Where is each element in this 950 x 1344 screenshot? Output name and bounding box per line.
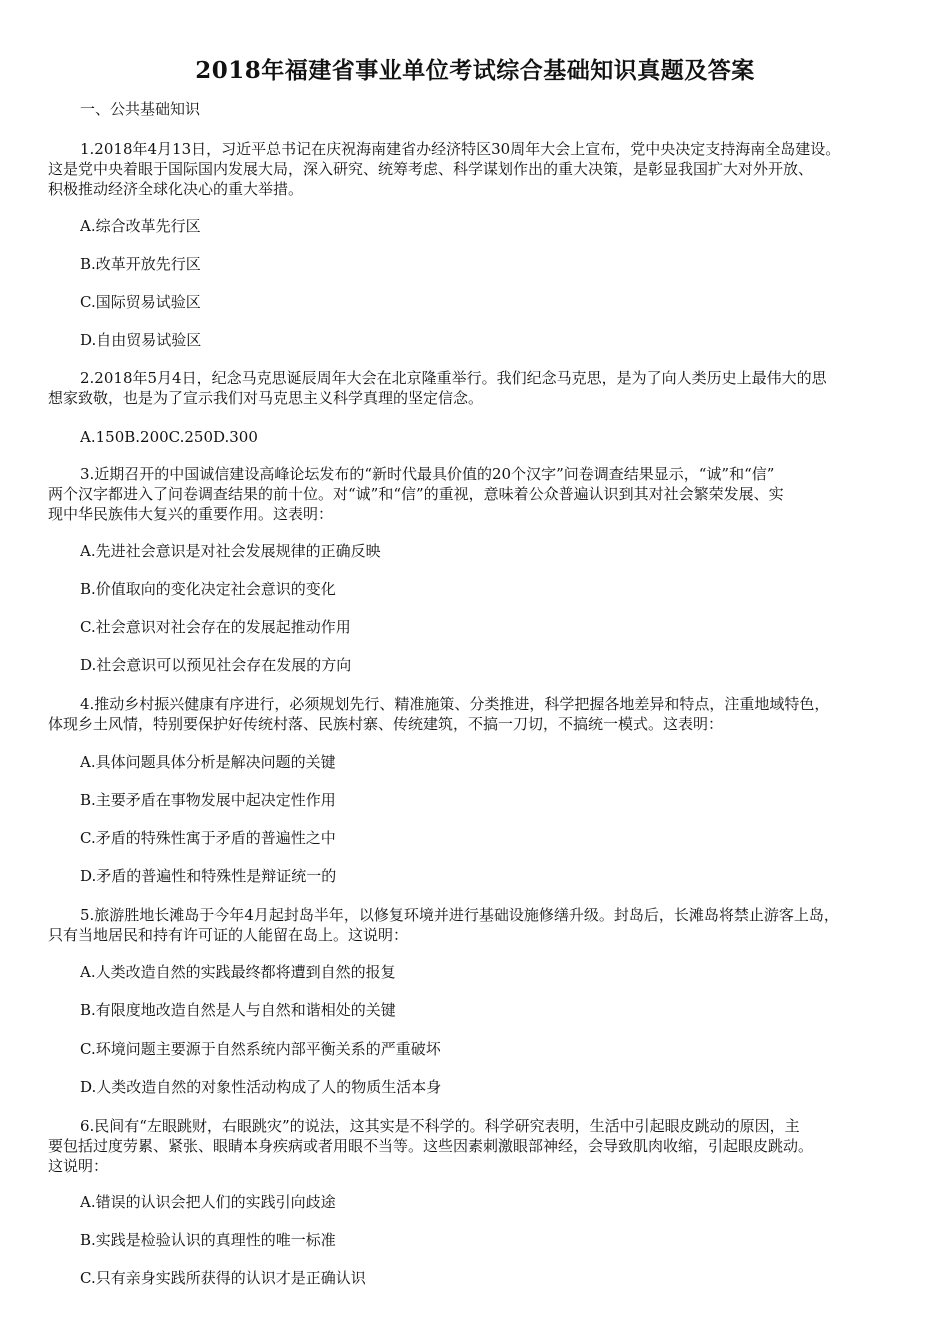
option-c: C.环境问题主要源于自然系统内部平衡关系的严重破坏 xyxy=(80,1040,441,1058)
section-heading: 一、公共基础知识 xyxy=(80,100,201,118)
question-stem-line: 3.近期召开的中国诚信建设高峰论坛发布的“新时代最具价值的20个汉字”问卷调查结果显示，“诚”和“信” xyxy=(80,465,775,483)
option-a: A.错误的认识会把人们的实践引向歧途 xyxy=(80,1193,336,1211)
option-d: D.社会意识可以预见社会存在发展的方向 xyxy=(80,656,352,674)
question-stem-line: 只有当地居民和持有许可证的人能留在岛上。这说明： xyxy=(48,926,409,944)
option-a: A.人类改造自然的实践最终都将遭到自然的报复 xyxy=(80,963,396,981)
option-b: B.有限度地改造自然是人与自然和谐相处的关键 xyxy=(80,1001,396,1019)
question-stem-line: 要包括过度劳累、紧张、眼睛本身疾病或者用眼不当等。这些因素刺激眼部神经，会导致肌肉收缩，引起眼皮跳动。 xyxy=(48,1137,814,1155)
question-stem-line: 想家致敬，也是为了宣示我们对马克思主义科学真理的坚定信念。 xyxy=(48,389,484,407)
option-a: A.先进社会意识是对社会发展规律的正确反映 xyxy=(80,542,381,560)
question-stem-line: 这说明： xyxy=(48,1157,109,1175)
option-c: C.只有亲身实践所获得的认识才是正确认识 xyxy=(80,1269,366,1287)
option-d: D.自由贸易试验区 xyxy=(80,331,202,349)
option-a: A.具体问题具体分析是解决问题的关键 xyxy=(80,753,336,771)
option-line: A.150B.200C.250D.300 xyxy=(80,428,258,446)
question-stem-line: 两个汉字都进入了问卷调查结果的前十位。对“诚”和“信”的重视，意味着公众普遍认识到其对社会繁荣发展、实 xyxy=(48,485,784,503)
option-c: C.矛盾的特殊性寓于矛盾的普遍性之中 xyxy=(80,829,336,847)
document-title: 2018年福建省事业单位考试综合基础知识真题及答案 xyxy=(195,57,755,84)
option-c: C.国际贸易试验区 xyxy=(80,293,201,311)
question-stem-line: 现中华民族伟大复兴的重要作用。这表明： xyxy=(48,505,334,523)
option-b: B.改革开放先行区 xyxy=(80,255,201,273)
question-stem-line: 这是党中央着眼于国际国内发展大局，深入研究、统筹考虑、科学谋划作出的重大决策，是彰显我国扩大对外开放、 xyxy=(48,160,814,178)
question-stem-line: 5.旅游胜地长滩岛于今年4月起封岛半年，以修复环境并进行基础设施修缮升级。封岛后，长滩岛将禁止游客上岛， xyxy=(80,906,839,924)
option-d: D.矛盾的普遍性和特殊性是辩证统一的 xyxy=(80,867,337,885)
option-c: C.社会意识对社会存在的发展起推动作用 xyxy=(80,618,351,636)
question-stem-line: 1.2018年4月13日，习近平总书记在庆祝海南建省办经济特区30周年大会上宣布，党中央决定支持海南全岛建设。 xyxy=(80,140,841,158)
option-b: B.主要矛盾在事物发展中起决定性作用 xyxy=(80,791,336,809)
option-b: B.价值取向的变化决定社会意识的变化 xyxy=(80,580,336,598)
question-stem-line: 4.推动乡村振兴健康有序进行，必须规划先行、精准施策、分类推进，科学把握各地差异和特点，注重地域特色， xyxy=(80,695,830,713)
question-stem-line: 2.2018年5月4日，纪念马克思诞辰周年大会在北京隆重举行。我们纪念马克思，是为了向人类历史上最伟大的思 xyxy=(80,369,827,387)
option-b: B.实践是检验认识的真理性的唯一标准 xyxy=(80,1231,336,1249)
question-stem-line: 积极推动经济全球化决心的重大举措。 xyxy=(48,180,304,198)
option-a: A.综合改革先行区 xyxy=(80,217,201,235)
question-stem-line: 6.民间有“左眼跳财，右眼跳灾”的说法，这其实是不科学的。科学研究表明，生活中引起眼皮跳动的原因，主 xyxy=(80,1117,800,1135)
question-stem-line: 体现乡土风情，特别要保护好传统村落、民族村寨、传统建筑，不搞一刀切，不搞统一模式。这表明： xyxy=(48,715,724,733)
option-d: D.人类改造自然的对象性活动构成了人的物质生活本身 xyxy=(80,1078,442,1096)
